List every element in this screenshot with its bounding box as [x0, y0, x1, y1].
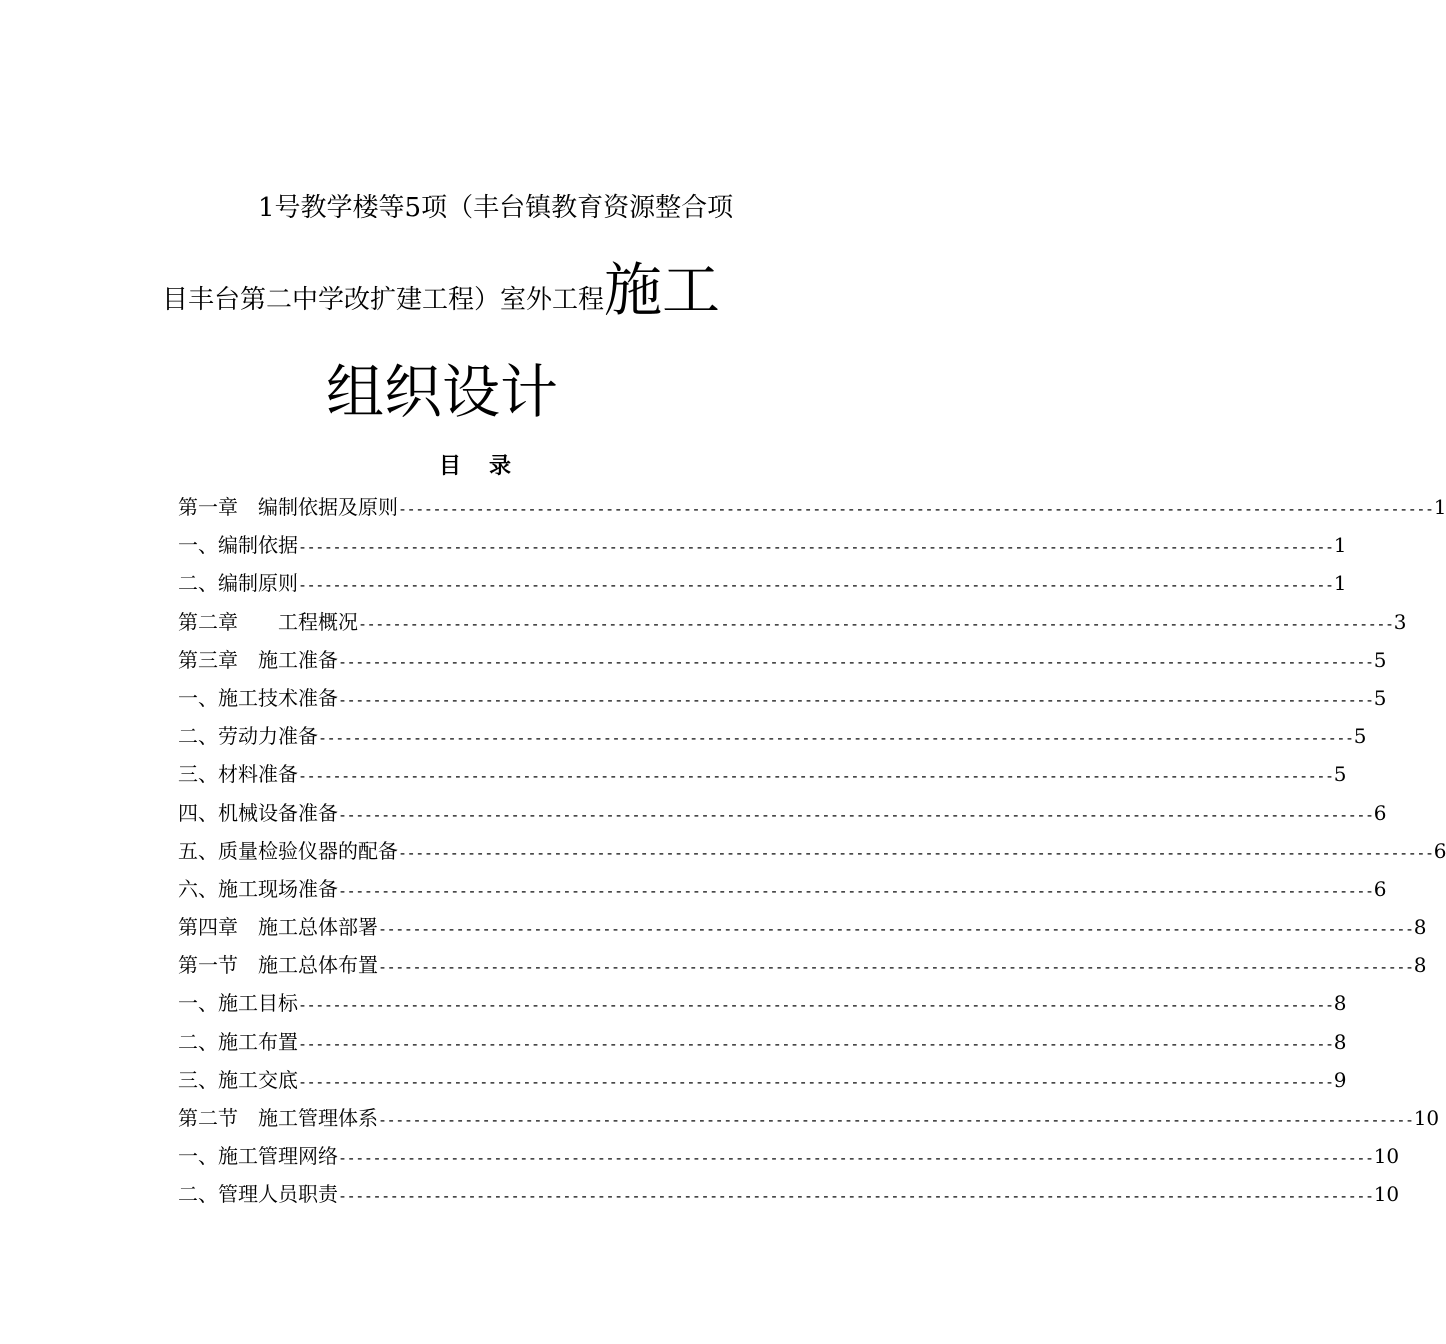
toc-entry-label: 一、施工技术准备 [178, 685, 338, 710]
toc-dot-leader: ------------------------------------------------------------------------------------------------------------------------ [378, 920, 1414, 939]
toc-dot-leader: ------------------------------------------------------------------------------------------------------------------------ [338, 652, 1374, 671]
toc-entry-label: 六、施工现场准备 [178, 876, 338, 901]
toc-entry-label: 第一章 编制依据及原则 [178, 495, 398, 519]
toc-dot-leader: ------------------------------------------------------------------------------------------------------------------------ [318, 729, 1354, 748]
toc-dot-leader: ------------------------------------------------------------------------------------------------------------------------ [298, 1034, 1334, 1053]
toc-entry-page-number: 8 [1333, 1029, 1347, 1054]
toc-entry-label: 第二章 工程概况 [178, 609, 358, 634]
document-title-emphasis: 施工 [604, 256, 721, 324]
toc-entry-page-number: 1 [1333, 571, 1347, 596]
toc-entry[interactable] [178, 794, 1387, 832]
toc-entry-label: 一、施工目标 [178, 991, 298, 1016]
toc-entry[interactable] [178, 564, 1347, 602]
toc-entry[interactable] [178, 1023, 1347, 1061]
toc-entry-page-number: 9 [1333, 1067, 1347, 1092]
toc-entry[interactable] [178, 603, 1407, 641]
toc-entry-label: 第四章 施工总体部署 [178, 915, 378, 940]
table-of-contents [178, 488, 1446, 1214]
toc-entry-page-number: 3 [1393, 609, 1407, 634]
toc-entry[interactable] [178, 717, 1367, 755]
toc-entry-label: 一、施工管理网络 [178, 1144, 338, 1169]
toc-entry[interactable] [178, 946, 1427, 984]
toc-entry-page-number: 10 [1373, 1182, 1400, 1207]
toc-entry[interactable] [178, 832, 1446, 870]
document-title-line-2 [162, 248, 862, 338]
toc-entry-page-number: 10 [1413, 1106, 1440, 1130]
toc-entry-page-number: 5 [1373, 647, 1387, 672]
toc-entry-page-number: 5 [1353, 724, 1367, 749]
toc-entry-page-number: 6 [1373, 800, 1387, 825]
toc-entry-page-number: 8 [1333, 991, 1347, 1016]
toc-entry-page-number: 6 [1433, 838, 1446, 863]
toc-entry-page-number: 1 [1333, 533, 1347, 558]
toc-dot-leader: ------------------------------------------------------------------------------------------------------------------------ [378, 1111, 1414, 1129]
toc-dot-leader: ------------------------------------------------------------------------------------------------------------------------ [298, 767, 1334, 786]
toc-entry[interactable] [178, 984, 1347, 1022]
document-title-line-2-text: 目丰台第二中学改扩建工程）室外工程 [162, 285, 605, 315]
toc-dot-leader: ------------------------------------------------------------------------------------------------------------------------ [298, 538, 1334, 557]
toc-entry-label: 二、施工布置 [178, 1029, 298, 1054]
document-title-line-3: 组织设计 [326, 358, 559, 426]
toc-entry-label: 一、编制依据 [178, 533, 298, 558]
toc-entry[interactable] [178, 1061, 1347, 1099]
toc-entry-label: 四、机械设备准备 [178, 800, 338, 825]
toc-entry[interactable] [178, 755, 1347, 793]
toc-entry-page-number: 5 [1373, 685, 1387, 710]
toc-entry-label: 第一节 施工总体布置 [178, 953, 378, 978]
toc-entry[interactable] [178, 488, 1446, 526]
toc-dot-leader: ------------------------------------------------------------------------------------------------------------------------ [378, 958, 1414, 977]
toc-entry-page-number: 8 [1413, 953, 1427, 978]
toc-dot-leader: ------------------------------------------------------------------------------------------------------------------------ [398, 843, 1434, 862]
toc-entry-page-number: 10 [1373, 1144, 1400, 1169]
toc-entry[interactable] [178, 1175, 1400, 1213]
document-title-line-1: 1号教学楼等5项（丰台镇教育资源整合项 [258, 193, 734, 223]
toc-dot-leader: ------------------------------------------------------------------------------------------------------------------------ [338, 881, 1374, 900]
toc-entry-label: 三、施工交底 [178, 1067, 298, 1092]
toc-entry-page-number: 5 [1333, 762, 1347, 787]
toc-entry[interactable] [178, 641, 1387, 679]
toc-entry-label: 三、材料准备 [178, 762, 298, 787]
toc-entry-label: 第二节 施工管理体系 [178, 1106, 378, 1130]
toc-entry-label: 二、编制原则 [178, 571, 298, 596]
toc-dot-leader: ------------------------------------------------------------------------------------------------------------------------ [298, 996, 1334, 1015]
toc-entry[interactable] [178, 526, 1347, 564]
toc-heading: 目录 [438, 453, 539, 479]
toc-entry[interactable] [178, 1099, 1440, 1137]
toc-entry[interactable] [178, 870, 1387, 908]
toc-dot-leader: ------------------------------------------------------------------------------------------------------------------------ [298, 576, 1334, 595]
toc-dot-leader: ------------------------------------------------------------------------------------------------------------------------ [358, 614, 1394, 633]
toc-dot-leader: ------------------------------------------------------------------------------------------------------------------------ [398, 500, 1434, 518]
toc-entry[interactable] [178, 908, 1427, 946]
toc-dot-leader: ------------------------------------------------------------------------------------------------------------------------ [338, 805, 1374, 824]
toc-entry[interactable] [178, 1137, 1400, 1175]
toc-dot-leader: ------------------------------------------------------------------------------------------------------------------------ [338, 690, 1374, 709]
toc-entry-label: 五、质量检验仪器的配备 [178, 838, 398, 863]
toc-entry[interactable] [178, 679, 1387, 717]
toc-entry-page-number: 6 [1373, 876, 1387, 901]
toc-dot-leader: ------------------------------------------------------------------------------------------------------------------------ [298, 1072, 1334, 1091]
toc-dot-leader: ------------------------------------------------------------------------------------------------------------------------ [338, 1149, 1374, 1168]
toc-entry-label: 第三章 施工准备 [178, 647, 338, 672]
toc-entry-page-number: 1 [1433, 495, 1446, 519]
toc-entry-label: 二、劳动力准备 [178, 724, 318, 749]
toc-entry-label: 二、管理人员职责 [178, 1182, 338, 1207]
toc-dot-leader: ------------------------------------------------------------------------------------------------------------------------ [338, 1187, 1374, 1206]
toc-entry-page-number: 8 [1413, 915, 1427, 940]
